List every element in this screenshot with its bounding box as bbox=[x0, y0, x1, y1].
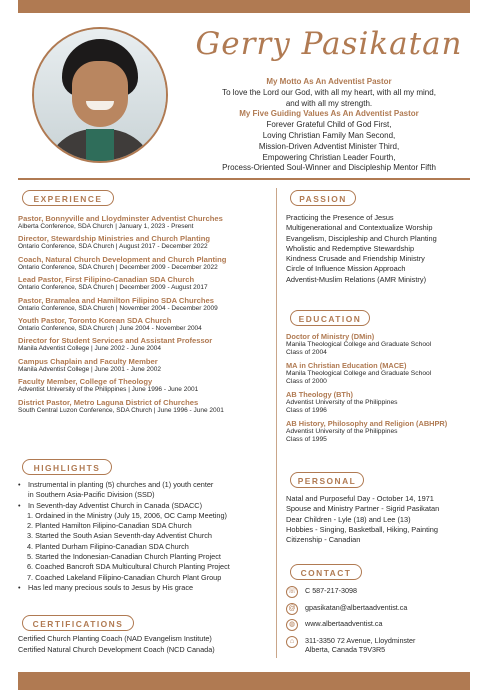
certifications-list bbox=[18, 634, 280, 655]
class-year: Class of 2004 bbox=[286, 349, 327, 356]
values-line: Process-Oriented Soul-Winner and Discipleship Mentor Fifth bbox=[222, 163, 436, 173]
school-name: Manila Theological College and Graduate School bbox=[286, 341, 432, 348]
globe-icon: ◍ bbox=[286, 619, 298, 631]
contact-phone-row bbox=[286, 586, 476, 598]
experience-sub: Ontario Conference, SDA Church | December 2009 - December 2022 bbox=[18, 263, 218, 271]
highlight-numbered: 1. Ordained in the Ministry (July 15, 2006, OC Camp Meeting) bbox=[27, 510, 227, 520]
education-item bbox=[286, 390, 476, 415]
contact-email-row[interactable] bbox=[286, 603, 476, 615]
school-name: Manila Theological College and Graduate School bbox=[286, 370, 432, 377]
contact-address-row bbox=[286, 636, 476, 655]
experience-title: Faculty Member, College of Theology bbox=[18, 377, 153, 387]
experience-item bbox=[18, 357, 274, 374]
experience-sub: Ontario Conference, SDA Church | June 2004 - November 2004 bbox=[18, 324, 202, 332]
school-name: Adventist University of the Philippines bbox=[286, 428, 398, 435]
personal-item: Hobbies - Singing, Basketball, Hiking, Painting bbox=[286, 524, 439, 534]
personal-list bbox=[286, 494, 476, 545]
experience-sub: Ontario Conference, SDA Church | November 2004 - December 2009 bbox=[18, 304, 218, 312]
personal-item: Spouse and Ministry Partner - Sigrid Pasikatan bbox=[286, 504, 440, 514]
experience-item bbox=[18, 214, 274, 231]
experience-sub: Manila Adventist College | June 2001 - June 2002 bbox=[18, 365, 161, 373]
class-year: Class of 1995 bbox=[286, 436, 327, 443]
email-link[interactable]: gpasikatan@albertaadventist.ca bbox=[305, 602, 408, 612]
school-name: Adventist University of the Philippines bbox=[286, 399, 398, 406]
header-divider bbox=[18, 178, 470, 180]
passion-item: Evangelism, Discipleship and Church Planting bbox=[286, 233, 437, 243]
values-line: Forever Grateful Child of God First, bbox=[266, 120, 392, 130]
degree-title: MA in Christian Education (MACE) bbox=[286, 361, 407, 370]
highlight-numbered: 3. Started the South Asian Seventh-day Adventist Church bbox=[27, 531, 212, 541]
certifications-heading: CERTIFICATIONS bbox=[22, 615, 134, 631]
values-line: Loving Christian Family Man Second, bbox=[262, 130, 396, 140]
education-item bbox=[286, 361, 476, 386]
certification-item: Certified Natural Church Development Coach (NCD Canada) bbox=[18, 644, 215, 654]
passion-item: Wholistic and Redemptive Stewardship bbox=[286, 243, 415, 253]
highlight-numbered: 6. Coached Bancroft SDA Multicultural Church Planting Project bbox=[27, 562, 230, 572]
experience-title: Director, Stewardship Ministries and Church Planting bbox=[18, 234, 210, 244]
name-title: Gerry Pasikatan bbox=[195, 26, 463, 62]
experience-title: Youth Pastor, Toronto Korean SDA Church bbox=[18, 315, 172, 325]
highlight-numbered: 5. Started the Indonesian-Canadian Church Planting Project bbox=[27, 552, 221, 562]
contact-web-row[interactable] bbox=[286, 619, 476, 631]
address-text: 311-3350 72 Avenue, Lloydminster Alberta, Canada T9V3R5 bbox=[305, 635, 416, 654]
experience-title: Pastor, Bonnyville and Lloydminster Adventist Churches bbox=[18, 214, 223, 223]
experience-sub: Ontario Conference, SDA Church | August 2017 - December 2022 bbox=[18, 243, 208, 251]
experience-title: Pastor, Bramalea and Hamilton Filipino SDA Churches bbox=[18, 295, 214, 305]
experience-item bbox=[18, 234, 274, 251]
experience-list bbox=[18, 214, 274, 418]
passion-item: Adventist-Muslim Relations (AMR Ministry) bbox=[286, 274, 427, 284]
highlight-bullet: • Instrumental in planting (5) churches and (1) youth center bbox=[18, 480, 214, 489]
header-text bbox=[186, 77, 472, 174]
values-line: Empowering Christian Leader Fourth, bbox=[262, 152, 396, 162]
experience-heading: EXPERIENCE bbox=[22, 190, 114, 206]
personal-item: Citizenship - Canadian bbox=[286, 535, 361, 545]
phone-text: C 587-217-3098 bbox=[305, 586, 357, 595]
bottom-accent-bar bbox=[18, 672, 470, 690]
contact-list bbox=[286, 586, 476, 659]
experience-sub: Alberta Conference, SDA Church | January 1, 2023 - Present bbox=[18, 223, 194, 230]
education-list bbox=[286, 332, 476, 448]
experience-item bbox=[18, 336, 274, 353]
experience-sub: South Central Luzon Conference, SDA Church | June 1996 - June 2001 bbox=[18, 406, 224, 414]
experience-title: Coach, Natural Church Development and Church Planting bbox=[18, 254, 227, 264]
experience-item bbox=[18, 316, 274, 333]
top-accent-bar bbox=[18, 0, 470, 13]
experience-title: District Pastor, Metro Laguna District of Churches bbox=[18, 397, 199, 407]
class-year: Class of 2000 bbox=[286, 378, 327, 385]
contact-heading: CONTACT bbox=[290, 564, 362, 580]
degree-title: AB Theology (BTh) bbox=[286, 390, 353, 399]
experience-title: Lead Pastor, First Filipino-Canadian SDA Church bbox=[18, 275, 195, 285]
personal-item: Natal and Purposeful Day - October 14, 1971 bbox=[286, 494, 434, 503]
passion-list bbox=[286, 213, 476, 285]
experience-item bbox=[18, 275, 274, 292]
education-heading: EDUCATION bbox=[290, 310, 370, 326]
values-line: Mission-Driven Adventist Minister Third, bbox=[258, 141, 400, 151]
phone-icon: ☏ bbox=[286, 586, 298, 598]
profile-photo bbox=[32, 27, 168, 163]
class-year: Class of 1996 bbox=[286, 407, 327, 414]
passion-item: Practicing the Presence of Jesus bbox=[286, 213, 394, 222]
experience-item bbox=[18, 296, 274, 313]
experience-sub: Adventist University of the Philippines | June 1996 - June 2001 bbox=[18, 386, 199, 394]
motto-title: My Motto As An Adventist Pastor bbox=[266, 77, 392, 86]
location-icon: ⌂ bbox=[286, 636, 298, 648]
certification-item: Certified Church Planting Coach (NAD Evangelism Institute) bbox=[18, 634, 212, 643]
education-item bbox=[286, 332, 476, 357]
passion-item: Multigenerational and Contextualize Worship bbox=[286, 223, 433, 233]
experience-item bbox=[18, 377, 274, 394]
highlights-heading: HIGHLIGHTS bbox=[22, 459, 112, 475]
website-link[interactable]: www.albertaadventist.ca bbox=[305, 619, 383, 628]
experience-item bbox=[18, 255, 274, 272]
highlight-numbered: 2. Planted Hamilton Filipino-Canadian SDA Church bbox=[27, 521, 192, 531]
motto-line: To love the Lord our God, with all my heart, with all my mind, bbox=[222, 87, 436, 97]
experience-item bbox=[18, 398, 274, 415]
degree-title: AB History, Philosophy and Religion (ABHPR) bbox=[286, 419, 448, 428]
passion-item: Kindness Crusade and Friendship Ministry bbox=[286, 254, 425, 264]
highlight-continuation: in Southern Asia-Pacific Division (SSD) bbox=[28, 490, 155, 500]
experience-sub: Ontario Conference, SDA Church | December 2009 - August 2017 bbox=[18, 284, 208, 292]
degree-title: Doctor of Ministry (DMin) bbox=[286, 332, 375, 341]
personal-heading: PERSONAL bbox=[290, 472, 364, 488]
highlight-numbered: 4. Planted Durham Filipino-Canadian SDA Church bbox=[27, 541, 189, 551]
passion-heading: PASSION bbox=[290, 190, 356, 206]
highlight-bullet: • In Seventh-day Adventist Church in Canada (SDACC) bbox=[18, 500, 202, 510]
motto-line: and with all my strength. bbox=[285, 98, 373, 108]
highlight-bullet: • Has led many precious souls to Jesus by His grace bbox=[18, 582, 194, 592]
education-item bbox=[286, 419, 476, 444]
highlights-list bbox=[18, 480, 280, 593]
personal-item: Dear Children - Lyle (18) and Lee (13) bbox=[286, 514, 411, 524]
experience-title: Director for Student Services and Assistant Professor bbox=[18, 336, 213, 346]
values-title: My Five Guiding Values As An Adventist Pastor bbox=[239, 109, 419, 119]
highlight-numbered: 7. Coached Lakeland Filipino-Canadian Church Plant Group bbox=[27, 572, 222, 582]
passion-item: Circle of Influence Mission Approach bbox=[286, 264, 406, 274]
experience-sub: Manila Adventist College | June 2002 - June 2004 bbox=[18, 345, 161, 353]
email-icon: @ bbox=[286, 603, 298, 615]
experience-title: Campus Chaplain and Faculty Member bbox=[18, 356, 158, 366]
